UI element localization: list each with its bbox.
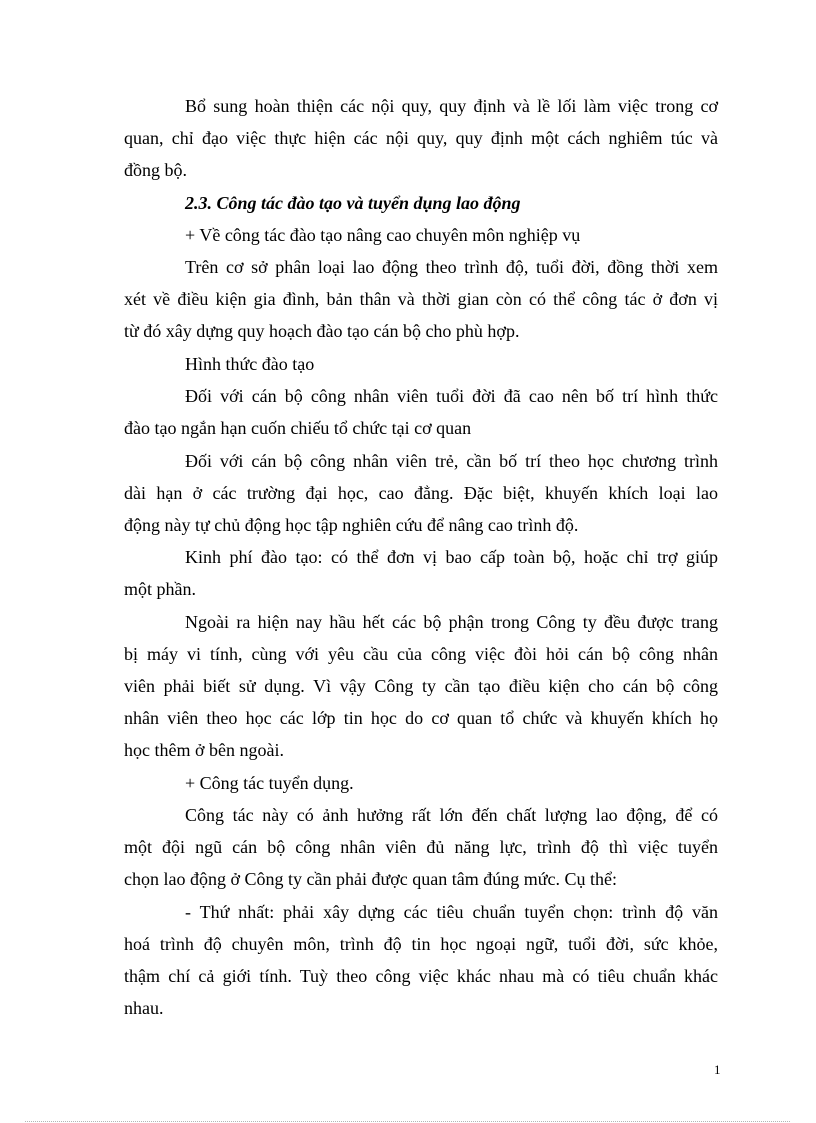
text-line: + Công tác tuyển dụng. (185, 773, 354, 793)
section-heading (124, 187, 718, 219)
text-line: Ngoài ra hiện nay hầu hết các bộ phận trong Công ty đều được trang (185, 612, 718, 632)
text-line: hoá trình độ chuyên môn, trình độ tin học ngoại ngữ, tuổi đời, sức khỏe, (124, 934, 718, 954)
paragraph-recruitment-importance (124, 799, 718, 895)
text-line: dài hạn ở các trường đại học, cao đẳng. Đặc biệt, khuyến khích loại lao (124, 483, 718, 503)
text-line: bị máy vi tính, cùng với yêu cầu của công việc đòi hỏi cán bộ công nhân (124, 644, 718, 664)
heading-text: 2.3. Công tác đào tạo và tuyển dụng lao động (185, 193, 521, 213)
text-line: học thêm ở bên ngoài. (124, 740, 284, 760)
text-line: một đội ngũ cán bộ công nhân viên đủ năng lực, trình độ thì việc tuyển (124, 837, 718, 857)
text-line: thậm chí cả giới tính. Tuỳ theo công việc khác nhau mà có tiêu chuẩn khác (124, 966, 718, 986)
page-bottom-divider (25, 1121, 790, 1122)
text-line: một phần. (124, 579, 196, 599)
page-number: 1 (714, 1062, 721, 1077)
text-line: + Về công tác đào tạo nâng cao chuyên môn nghiệp vụ (185, 225, 581, 245)
text-line: chọn lao động ở Công ty cần phải được quan tâm đúng mức. Cụ thể: (124, 869, 617, 889)
paragraph-older-staff (124, 380, 718, 444)
paragraph-training-cost (124, 541, 718, 605)
text-line: động này tự chủ động học tập nghiên cứu để nâng cao trình độ. (124, 515, 579, 535)
text-line: xét về điều kiện gia đình, bản thân và thời gian còn có thể công tác ở đơn vị (124, 289, 718, 309)
text-line: đào tạo ngắn hạn cuốn chiếu tổ chức tại cơ quan (124, 418, 472, 438)
text-line: Kinh phí đào tạo: có thể đơn vị bao cấp toàn bộ, hoặc chỉ trợ giúp (185, 547, 718, 567)
paragraph-recruitment-criteria (124, 896, 718, 1024)
text-line: nhau. (124, 998, 164, 1018)
paragraph-computer-training (124, 606, 718, 766)
text-line: Trên cơ sở phân loại lao động theo trình độ, tuổi đời, đồng thời xem (185, 257, 718, 277)
text-line: Bổ sung hoàn thiện các nội quy, quy định và lề lối làm việc trong cơ (185, 96, 718, 116)
text-line: Đối với cán bộ công nhân viên trẻ, cần bố trí theo học chương trình (185, 451, 718, 471)
text-line: viên phải biết sử dụng. Vì vậy Công ty cần tạo điều kiện cho cán bộ công (124, 676, 718, 696)
text-line: đồng bộ. (124, 160, 187, 180)
paragraph-classification (124, 251, 718, 347)
text-line: Hình thức đào tạo (185, 354, 315, 374)
subheading-recruitment (124, 767, 718, 799)
subheading-training (124, 219, 718, 251)
text-line: Đối với cán bộ công nhân viên tuổi đời đã cao nên bố trí hình thức (185, 386, 718, 406)
paragraph-young-staff (124, 445, 718, 541)
text-line: nhân viên theo học các lớp tin học do cơ quan tổ chức và khuyến khích họ (124, 708, 718, 728)
text-line: quan, chỉ đạo việc thực hiện các nội quy, quy định một cách nghiêm túc và (124, 128, 718, 148)
paragraph-training-form (124, 348, 718, 380)
text-line: từ đó xây dựng quy hoạch đào tạo cán bộ cho phù hợp. (124, 321, 520, 341)
text-line: Công tác này có ảnh hưởng rất lớn đến chất lượng lao động, để có (185, 805, 718, 825)
paragraph-internal-rules (124, 90, 718, 186)
text-line: - Thứ nhất: phải xây dựng các tiêu chuẩn tuyển chọn: trình độ văn (185, 902, 718, 922)
